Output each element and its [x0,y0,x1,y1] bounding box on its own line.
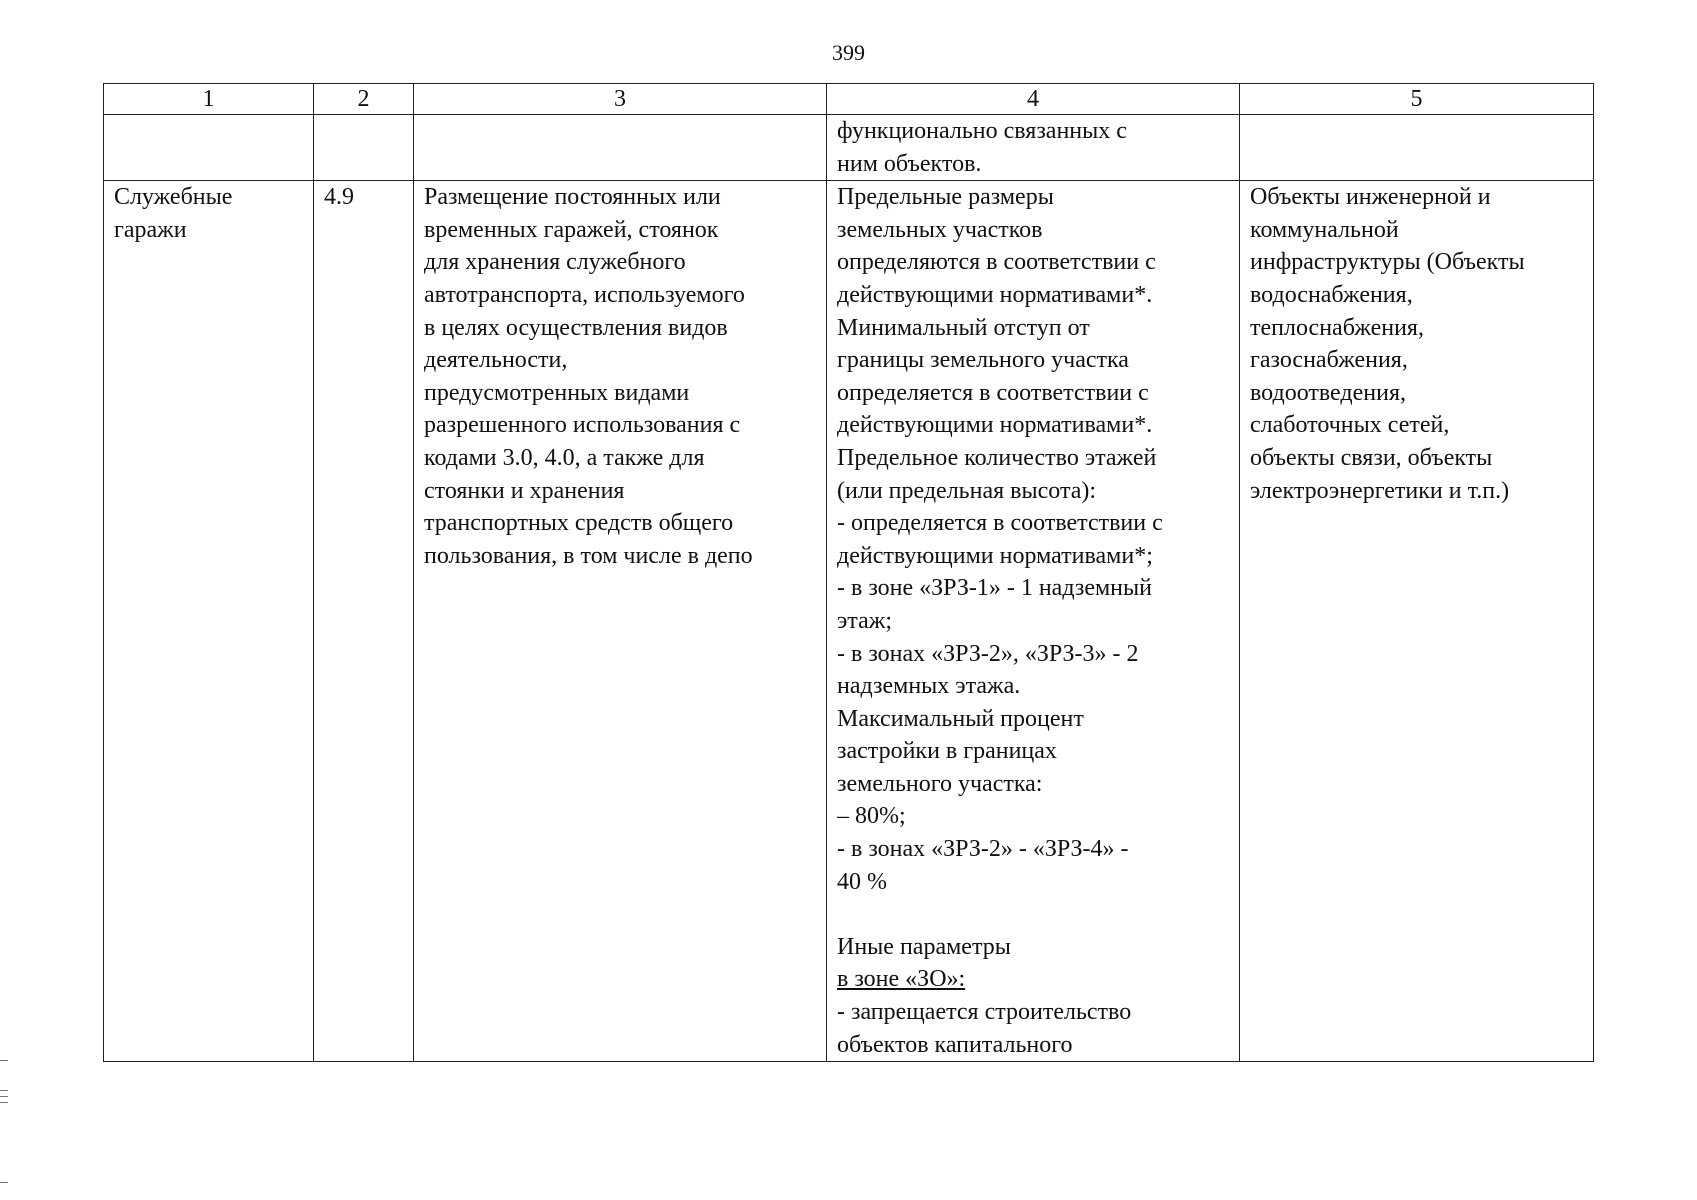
text-line: надземных этажа. [837,673,1021,700]
scan-edge-mark [0,1182,8,1183]
text-line: - запрещается строительство [837,999,1132,1026]
use-description-cell [414,181,827,1062]
use-type-name-cell [104,181,314,1062]
text-line: стоянки и хранения [424,477,625,504]
text-line: ним объектов. [837,150,982,177]
infrastructure-cell [1240,181,1594,1062]
text-line: действующими нормативами*; [837,542,1153,569]
permitted-use-table [103,83,1594,1062]
column-header-3: 3 [414,84,827,115]
text-line: пользования, в том числе в депо [424,542,753,569]
text-line: кодами 3.0, 4.0, а также для [424,444,705,471]
text-line: застройки в границах [837,738,1057,765]
text-line: объектов капитального [837,1031,1073,1058]
text-line: Размещение постоянных или [424,184,721,211]
text-line: водоснабжения, [1250,281,1413,308]
text-line: 40 % [837,868,887,895]
text-line: автотранспорта, используемого [424,281,745,308]
scan-edge-mark [0,1060,8,1061]
text-line: Предельное количество этажей [837,444,1157,471]
page-number: 399 [832,40,865,65]
column-header-4: 4 [827,84,1240,115]
text-line: для хранения служебного [424,249,686,276]
text-line: деятельности, [424,347,568,374]
text-line: временных гаражей, стоянок [424,216,719,243]
text-line: - в зонах «ЗРЗ-2», «ЗРЗ-3» - 2 [837,640,1139,667]
text-line: предусмотренных видами [424,379,690,406]
text-line: теплоснабжения, [1250,314,1424,341]
continuation-cell-2 [314,115,414,181]
column-number-row [104,84,1594,115]
text-line: разрешенного использования с [424,412,741,439]
other-parameters-heading: Иные параметры [837,933,1011,960]
text-line: (или предельная высота): [837,477,1097,504]
continuation-cell-1 [104,115,314,181]
text-line: водоотведения, [1250,379,1406,406]
text-line: - в зоне «ЗРЗ-1» - 1 надземный [837,575,1152,602]
text-line: определяются в соответствии с [837,249,1156,276]
text-line: - в зонах «ЗРЗ-2» - «ЗРЗ-4» - [837,836,1129,863]
text-line: функционально связанных с [837,118,1127,144]
table-row-service-garages [104,181,1594,1062]
text-line: газоснабжения, [1250,347,1408,374]
text-line: Максимальный процент [837,705,1084,732]
text-line: этаж; [837,607,892,634]
text-line: транспортных средств общего [424,510,734,537]
text-line: - определяется в соответствии с [837,510,1163,537]
scan-edge-mark [0,1096,8,1097]
text-line: земельных участков [837,216,1043,243]
use-code: 4.9 [324,184,354,211]
text-line: электроэнергетики и т.п.) [1250,477,1510,504]
text-line: в целях осуществления видов [424,314,728,341]
continuation-cell-5 [1240,115,1594,181]
text-line: Минимальный отступ от [837,314,1090,341]
parameters-cell [827,181,1240,1062]
scan-edge-mark [0,1102,8,1103]
text-line: гаражи [114,216,187,243]
text-line: Служебные [114,184,233,211]
scan-edge-mark [0,1090,8,1091]
text-line: слаботочных сетей, [1250,412,1450,439]
use-code-cell [314,181,414,1062]
continuation-cell-3 [414,115,827,181]
zone-zo-heading: в зоне «ЗО»: [837,966,966,993]
text-line: действующими нормативами*. [837,412,1153,439]
text-line: объекты связи, объекты [1250,444,1493,471]
text-line: – 80%; [837,803,906,830]
text-line: Объекты инженерной и [1250,184,1491,211]
column-header-5: 5 [1240,84,1594,115]
text-line: действующими нормативами*. [837,281,1153,308]
continuation-cell-4 [827,115,1240,181]
text-line: границы земельного участка [837,347,1129,374]
blank-line [837,898,1229,931]
text-line: коммунальной [1250,216,1399,243]
column-header-2: 2 [314,84,414,115]
text-line: инфраструктуры (Объекты [1250,249,1525,276]
continuation-row [104,115,1594,181]
text-line: земельного участка: [837,770,1043,797]
text-line: определяется в соответствии с [837,379,1149,406]
text-line: Предельные размеры [837,184,1054,211]
column-header-1: 1 [104,84,314,115]
